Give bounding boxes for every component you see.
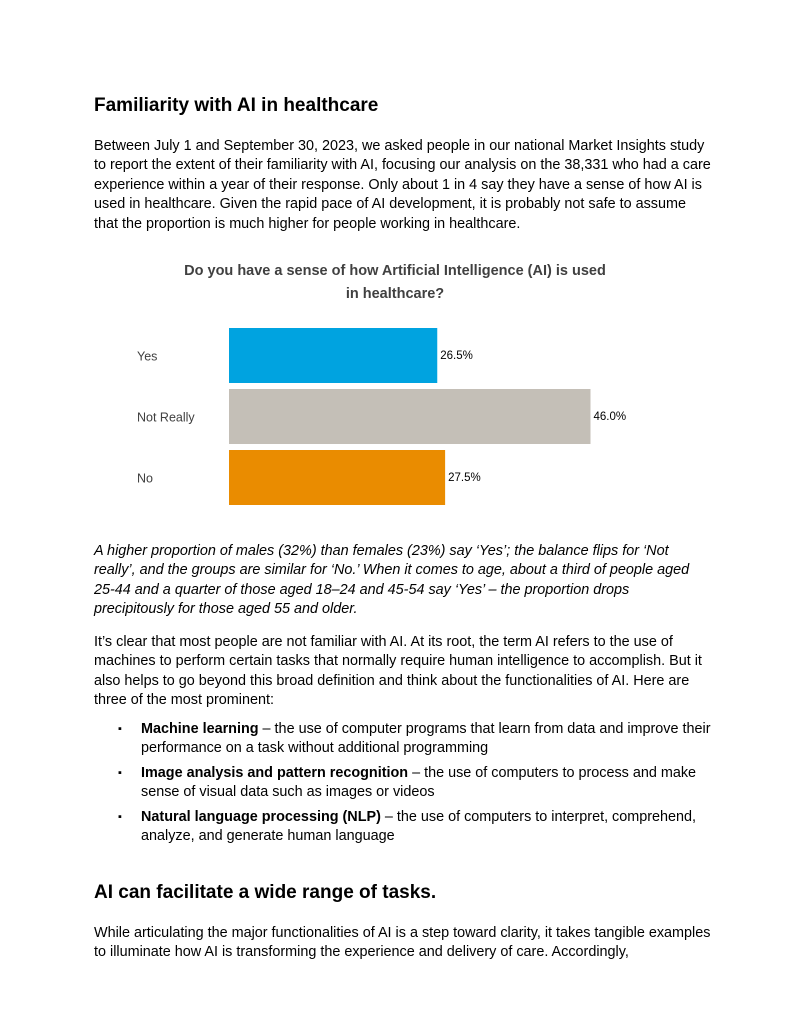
list-item-text: – the use of computers to interpret, comprehend, analyze, and generate human language bbox=[141, 808, 697, 845]
italic-commentary-paragraph: A higher proportion of males (32%) than females (23%) say ‘Yes’; the balance flips for ‘Not really’, and the groups are similar for ‘No.’ When it comes to age, about a third of people aged 25-44 and a quarter of those aged 18–24 and 45-54 say ‘Yes’ – the proportion drops precipitously for those aged 55 and older. bbox=[94, 543, 690, 618]
data-label: 46.0% bbox=[593, 411, 627, 423]
list-item bbox=[94, 808, 714, 847]
list-item-term: Image analysis and pattern recognition bbox=[141, 764, 409, 781]
ai-familiarity-bar-chart bbox=[100, 255, 700, 515]
square-bullet-icon: ▪ bbox=[118, 766, 122, 779]
definition-paragraph: It’s clear that most people are not familiar with AI. At its root, the term AI refers to the use of machines to perform certain tasks that normally require human intelligence to accomplish. But it also helps to go beyond this broad definition and think about the functionalities of AI. Here are three of the most prominent: bbox=[94, 634, 702, 709]
chart-title-line1: Do you have a sense of how Artificial Intelligence (AI) is used bbox=[184, 263, 606, 279]
list-item-text: – the use of computers to process and make sense of visual data such as images or videos bbox=[141, 764, 697, 801]
list-item bbox=[94, 764, 714, 803]
data-label: 26.5% bbox=[440, 350, 473, 362]
closing-paragraph: While articulating the major functionalities of AI is a step toward clarity, it takes tangible examples to illuminate how AI is transforming the experience and delivery of care. Accordingly, bbox=[94, 925, 711, 961]
category-label: Yes bbox=[137, 349, 158, 364]
bar bbox=[229, 450, 445, 505]
list-item-term: Machine learning bbox=[141, 721, 259, 737]
intro-paragraph: Between July 1 and September 30, 2023, we asked people in our national Market Insights study to report the extent of their familiarity with AI, focusing our analysis on the 38,331 who had a care experience within a year of their response. Only about 1 in 4 say they have a sense of how AI is used in healthcare. Given the rapid pace of AI development, it is probably not safe to assume that the proportion is much higher for people working in healthcare. bbox=[94, 138, 711, 232]
bar bbox=[229, 389, 591, 444]
list-item-text: – the use of computer programs that learn from data and improve their performance on a task without additional programming bbox=[141, 721, 711, 757]
category-label: No bbox=[137, 471, 153, 486]
list-item bbox=[94, 720, 714, 759]
category-label: Not Really bbox=[137, 410, 195, 425]
square-bullet-icon: ▪ bbox=[118, 723, 122, 735]
section-heading-familiarity: Familiarity with AI in healthcare bbox=[94, 95, 379, 116]
square-bullet-icon: ▪ bbox=[118, 810, 122, 823]
data-label: 27.5% bbox=[448, 472, 481, 484]
section-heading-tasks: AI can facilitate a wide range of tasks. bbox=[94, 882, 437, 903]
chart-title-line2: in healthcare? bbox=[345, 286, 445, 302]
bar bbox=[229, 328, 437, 383]
list-item-term: Natural language processing (NLP) bbox=[141, 808, 381, 825]
chart-bars bbox=[137, 328, 626, 505]
ai-functionalities-list bbox=[94, 720, 714, 851]
